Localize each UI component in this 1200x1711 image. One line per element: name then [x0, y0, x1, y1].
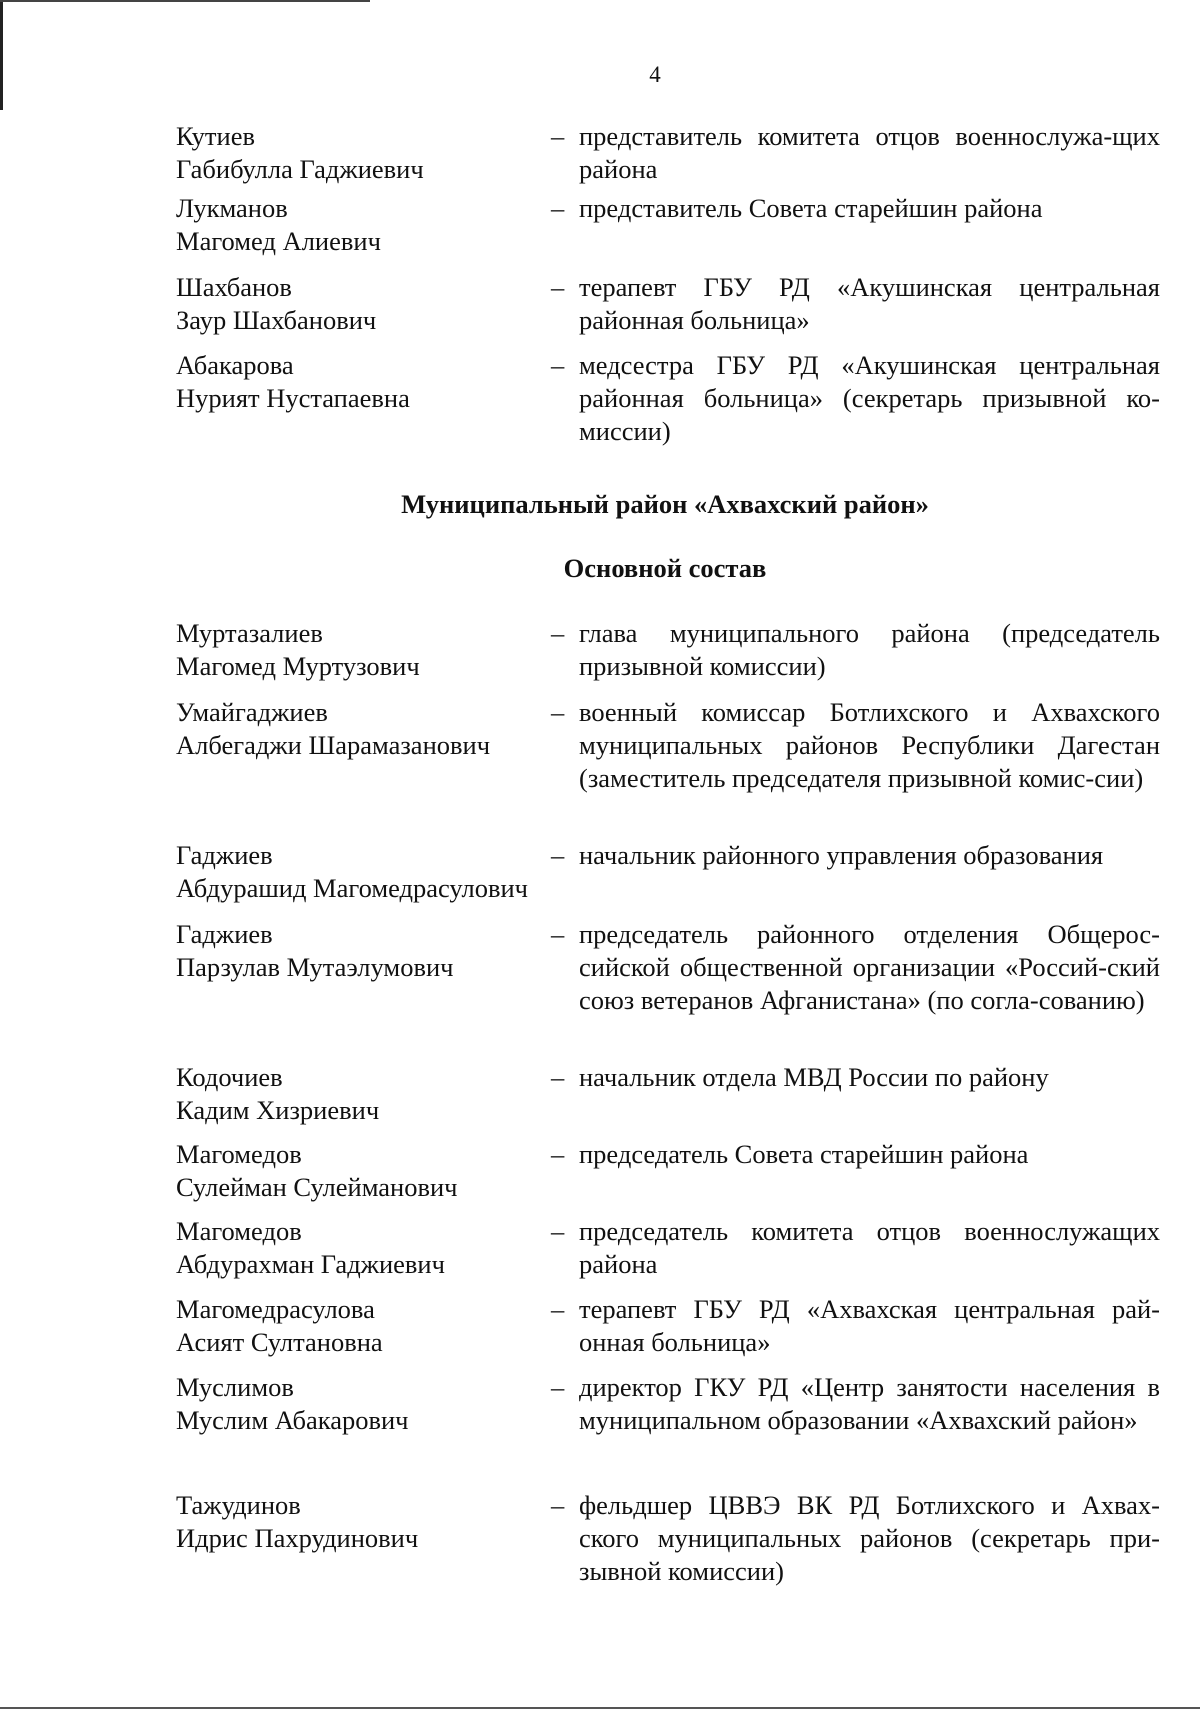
- member-surname: Магомедов: [176, 1139, 302, 1169]
- member-given-name: Нурият Нустапаевна: [176, 383, 410, 413]
- member-entry: [176, 120, 1160, 192]
- member-role: терапевт ГБУ РД «Ахвахская центральная рай-онная больница»: [579, 1294, 1160, 1357]
- dash: –: [551, 1294, 565, 1324]
- member-given-name: Албегаджи Шарамазанович: [176, 730, 491, 760]
- dash: –: [551, 193, 565, 223]
- member-surname: Абакарова: [176, 350, 294, 380]
- member-surname: Магомедов: [176, 1216, 302, 1246]
- member-name: [176, 617, 551, 696]
- dash: –: [551, 840, 565, 870]
- dash: –: [551, 1062, 565, 1092]
- dash: –: [551, 350, 565, 380]
- scan-top-mark: [0, 0, 370, 2]
- member-given-name: Асият Султановна: [176, 1327, 383, 1357]
- member-given-name: Парзулав Мутаэлумович: [176, 952, 454, 982]
- member-entry: [176, 1293, 1160, 1371]
- member-role: председатель районного отделения Общерос-сийской общественной организации «Россий-ский союз ветеранов Афганистана» (по согла-сованию): [579, 919, 1160, 1015]
- member-role: медсестра ГБУ РД «Акушинская центральная районная больница» (секретарь призывной ко-миссии): [579, 350, 1160, 446]
- member-entry: [176, 1489, 1160, 1599]
- member-name: [176, 120, 551, 192]
- member-surname: Муслимов: [176, 1372, 294, 1402]
- member-name: [176, 1138, 551, 1215]
- member-role: председатель комитета отцов военнослужащих района: [579, 1216, 1160, 1279]
- dash: –: [551, 121, 565, 151]
- member-role: военный комиссар Ботлихского и Ахвахского муниципальных районов Республики Дагестан (заместитель председателя призывной комис-сии): [579, 697, 1160, 793]
- member-role: глава муниципального района (председатель призывной комиссии): [579, 618, 1160, 681]
- member-name: [176, 839, 551, 918]
- dash: –: [551, 1372, 565, 1402]
- member-entry: [176, 918, 1160, 1061]
- member-role: терапевт ГБУ РД «Акушинская центральная районная больница»: [579, 272, 1160, 335]
- member-surname: Умайгаджиев: [176, 697, 328, 727]
- section-title: Муниципальный район «Ахвахский район»: [401, 489, 929, 519]
- dash: –: [551, 919, 565, 949]
- member-given-name: Абдурашид Магомедрасулович: [176, 873, 529, 903]
- page-number: 4: [649, 62, 661, 87]
- dash: –: [551, 1490, 565, 1520]
- member-name: [176, 1061, 551, 1138]
- member-entry: [176, 839, 1160, 918]
- member-surname: Кутиев: [176, 121, 255, 151]
- member-surname: Гаджиев: [176, 919, 273, 949]
- member-surname: Тажудинов: [176, 1490, 301, 1520]
- member-role: представитель комитета отцов военнослужа-щих района: [579, 121, 1160, 184]
- member-role: начальник районного управления образования: [579, 840, 1104, 870]
- member-entry: [176, 192, 1160, 271]
- member-entry: [176, 1138, 1160, 1215]
- top-members-list: [176, 120, 1160, 449]
- member-surname: Лукманов: [176, 193, 288, 223]
- member-role: председатель Совета старейшин района: [579, 1139, 1029, 1169]
- dash: –: [551, 1216, 565, 1246]
- member-name: [176, 349, 551, 449]
- member-given-name: Абдурахман Гаджиевич: [176, 1249, 445, 1279]
- member-role: фельдшер ЦВВЭ ВК РД Ботлихского и Ахвах-ского муниципальных районов (секретарь при-зывной комиссии): [579, 1490, 1160, 1586]
- member-entry: [176, 271, 1160, 349]
- dash: –: [551, 697, 565, 727]
- member-name: [176, 1371, 551, 1489]
- member-entry: [176, 1061, 1160, 1138]
- member-given-name: Идрис Пахрудинович: [176, 1523, 419, 1553]
- member-surname: Кодочиев: [176, 1062, 283, 1092]
- member-given-name: Кадим Хизриевич: [176, 1095, 380, 1125]
- section-subtitle: Основной состав: [563, 553, 767, 583]
- member-given-name: Габибулла Гаджиевич: [176, 154, 424, 184]
- member-name: [176, 271, 551, 349]
- member-given-name: Сулейман Сулейманович: [176, 1172, 458, 1202]
- scan-bottom-mark: [0, 1707, 1200, 1709]
- member-given-name: Муслим Абакарович: [176, 1405, 409, 1435]
- dash: –: [551, 272, 565, 302]
- member-entry: [176, 1371, 1160, 1489]
- member-role: представитель Совета старейшин района: [579, 193, 1043, 223]
- member-role: начальник отдела МВД России по району: [579, 1062, 1049, 1092]
- member-entry: [176, 1215, 1160, 1293]
- member-surname: Гаджиев: [176, 840, 273, 870]
- dash: –: [551, 1139, 565, 1169]
- member-name: [176, 1215, 551, 1293]
- member-given-name: Магомед Муртузович: [176, 651, 420, 681]
- member-given-name: Магомед Алиевич: [176, 226, 381, 256]
- scan-edge-mark: [0, 0, 3, 110]
- member-name: [176, 696, 551, 839]
- member-surname: Муртазалиев: [176, 618, 323, 648]
- member-surname: Магомедрасулова: [176, 1294, 375, 1324]
- member-name: [176, 918, 551, 1061]
- member-given-name: Заур Шахбанович: [176, 305, 377, 335]
- member-name: [176, 192, 551, 271]
- member-entry: [176, 696, 1160, 839]
- member-entry: [176, 617, 1160, 696]
- main-members-list: [176, 617, 1160, 1599]
- member-name: [176, 1293, 551, 1371]
- member-name: [176, 1489, 551, 1599]
- member-entry: [176, 349, 1160, 449]
- member-surname: Шахбанов: [176, 272, 292, 302]
- dash: –: [551, 618, 565, 648]
- member-role: директор ГКУ РД «Центр занятости населения в муниципальном образовании «Ахвахский район»: [579, 1372, 1160, 1435]
